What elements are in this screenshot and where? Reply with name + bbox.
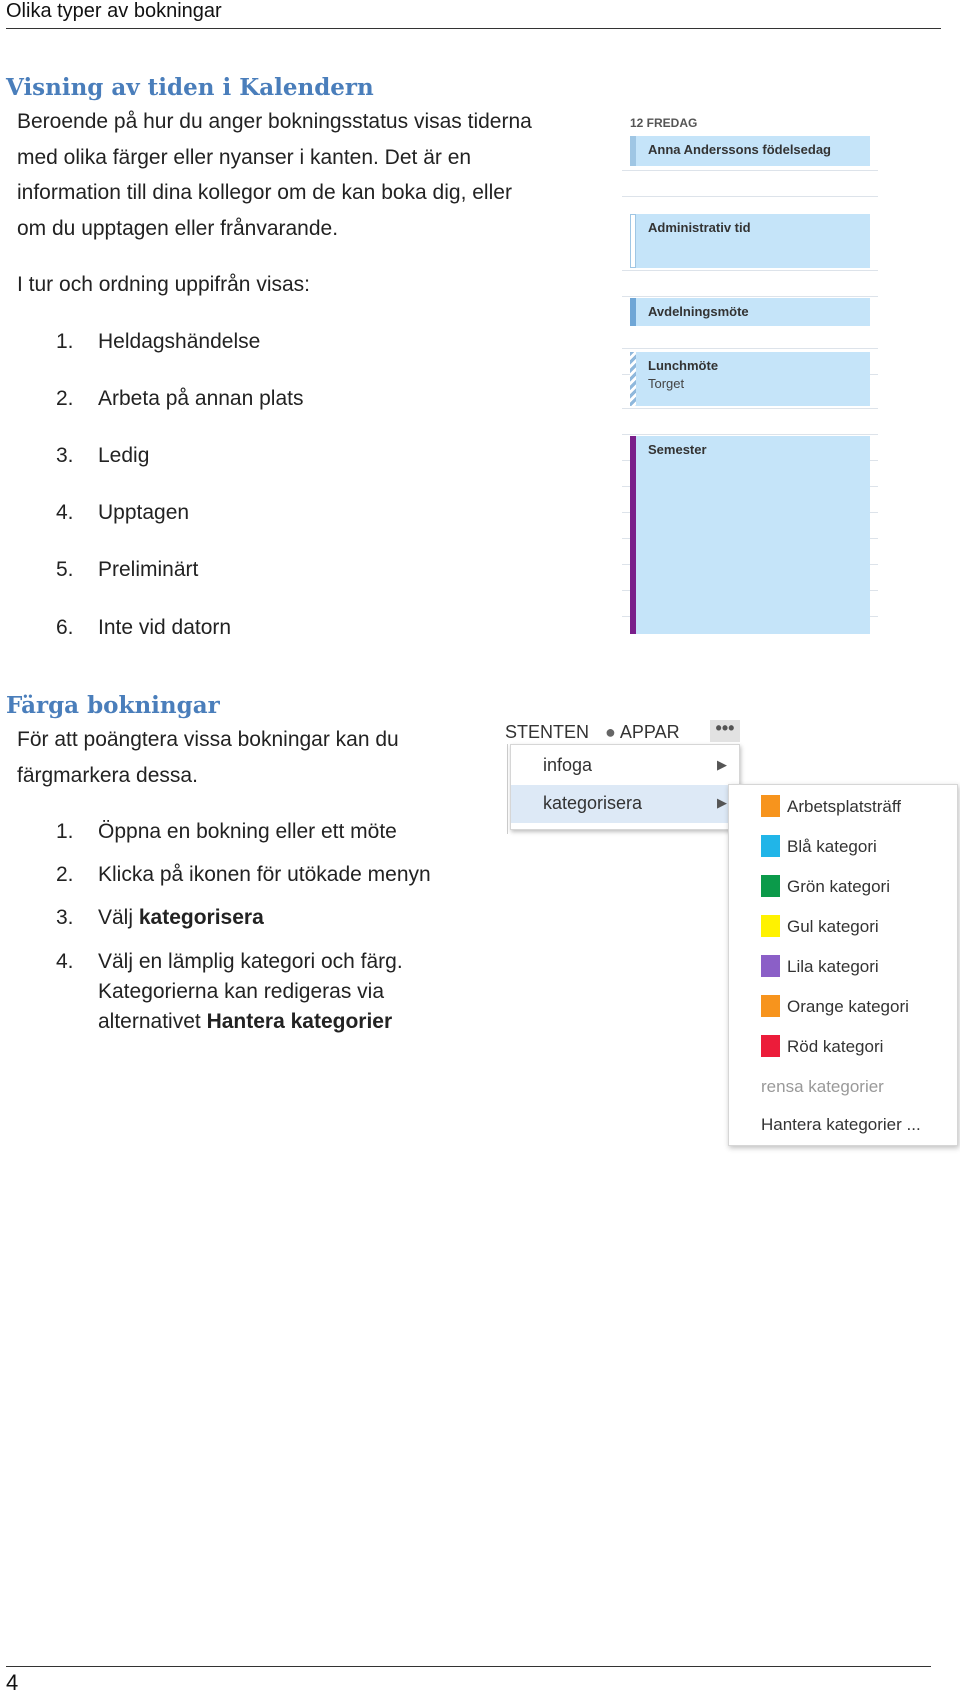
menu-item-label: kategorisera <box>543 793 643 813</box>
list-text: Inte vid datorn <box>98 616 232 639</box>
list-number: 1. <box>56 330 74 353</box>
list-item <box>56 906 264 930</box>
category-submenu <box>728 784 958 1146</box>
ribbon-toolbar <box>505 718 735 743</box>
clear-categories-item[interactable]: rensa kategorier <box>761 1077 884 1096</box>
menu-item-infoga[interactable] <box>511 747 739 785</box>
section-heading-calendar-view: Visning av tiden i Kalendern <box>6 74 374 101</box>
list-text-prefix: Välj <box>98 906 139 929</box>
list-item <box>56 820 397 844</box>
calendar-event[interactable] <box>630 214 870 268</box>
list-number: 2. <box>56 387 74 410</box>
list-item <box>56 387 304 411</box>
puzzle-icon: ● <box>605 722 616 742</box>
category-label: Grön kategori <box>787 877 890 896</box>
calendar-day-label: 12 FREDAG <box>630 116 698 130</box>
category-item[interactable] <box>729 945 957 985</box>
color-swatch <box>761 915 780 937</box>
event-status-bar <box>630 214 636 268</box>
manage-categories-item[interactable]: Hantera kategorier ... <box>761 1115 921 1134</box>
calendar-event[interactable] <box>630 436 870 634</box>
calendar-day-view <box>622 112 878 644</box>
section2-line: färgmarkera dessa. <box>17 763 198 787</box>
list-text: Upptagen <box>98 501 190 524</box>
list-text: Preliminärt <box>98 558 199 581</box>
category-label: Blå kategori <box>787 837 877 856</box>
list-number: 1. <box>56 820 74 843</box>
event-status-bar <box>630 436 636 634</box>
color-swatch <box>761 955 780 977</box>
section1-line: om du upptagen eller frånvarande. <box>17 216 339 240</box>
list-text: Ledig <box>98 444 150 467</box>
event-title: Semester <box>648 442 707 457</box>
list-number: 4. <box>56 501 74 524</box>
event-status-bar <box>630 352 636 406</box>
event-status-bar <box>630 136 636 166</box>
footer-divider <box>6 1666 931 1667</box>
list-item <box>56 330 260 354</box>
category-label: Arbetsplatsträff <box>787 797 902 816</box>
page-number: 4 <box>6 1670 19 1695</box>
section-heading-color-bookings: Färga bokningar <box>6 692 220 719</box>
section1-line: med olika färger eller nyanser i kanten. Det är en <box>17 145 472 169</box>
section1-line: information till dina kollegor om de kan boka dig, eller <box>17 181 512 204</box>
list-text: Klicka på ikonen för utökade menyn <box>98 863 431 886</box>
list-item <box>56 863 431 887</box>
category-item[interactable] <box>729 865 957 905</box>
header-title: Olika typer av bokningar <box>6 0 222 22</box>
section1-intro: I tur och ordning uppifrån visas: <box>17 273 310 296</box>
list-text: Välj en lämplig kategori och färg. <box>98 950 403 973</box>
apps-button[interactable] <box>605 722 680 743</box>
color-swatch <box>761 835 780 857</box>
list-text-bold: Hantera kategorier <box>206 1010 393 1033</box>
menu-item-kategorisera[interactable] <box>511 785 739 823</box>
list-text: Heldagshändelse <box>98 330 261 353</box>
list-item <box>56 616 231 640</box>
more-options-button[interactable] <box>710 720 740 742</box>
category-item[interactable] <box>729 825 957 865</box>
color-swatch <box>761 875 780 897</box>
category-item[interactable] <box>729 1025 957 1065</box>
list-item <box>56 947 403 1037</box>
apps-label: APPAR <box>619 722 680 742</box>
chevron-right-icon: ▶ <box>717 757 727 772</box>
event-title: Anna Anderssons födelsedag <box>648 142 831 157</box>
list-item <box>56 501 189 525</box>
category-item[interactable] <box>729 985 957 1025</box>
list-text: Öppna en bokning eller ett möte <box>98 820 397 843</box>
category-label: Röd kategori <box>787 1037 884 1056</box>
chevron-right-icon: ▶ <box>717 795 727 810</box>
color-swatch <box>761 795 780 817</box>
event-status-bar <box>630 298 636 326</box>
list-text-bold: kategorisera <box>138 906 264 929</box>
event-title: Avdelningsmöte <box>648 304 749 319</box>
section2-line: För att poängtera vissa bokningar kan du <box>17 728 399 751</box>
category-label: Lila kategori <box>787 957 879 976</box>
category-label: Gul kategori <box>787 917 879 936</box>
category-item[interactable] <box>729 785 957 825</box>
section1-line: Beroende på hur du anger bokningsstatus visas tiderna <box>17 110 532 133</box>
section1-paragraph <box>17 104 532 246</box>
list-item <box>56 444 149 468</box>
category-item[interactable] <box>729 905 957 945</box>
section2-paragraph <box>17 722 399 793</box>
list-number: 6. <box>56 616 74 639</box>
calendar-event[interactable] <box>630 298 870 326</box>
list-number: 3. <box>56 444 74 467</box>
list-number: 5. <box>56 558 74 581</box>
more-dots-icon: ••• <box>715 718 735 738</box>
color-swatch <box>761 995 780 1017</box>
list-text: Arbeta på annan plats <box>98 387 304 410</box>
event-location: Torget <box>648 376 685 391</box>
event-title: Administrativ tid <box>648 220 751 235</box>
calendar-event[interactable] <box>630 136 870 166</box>
list-number: 3. <box>56 906 74 929</box>
color-swatch <box>761 1035 780 1057</box>
page-header <box>6 0 941 29</box>
list-text-prefix: alternativet <box>98 1010 207 1033</box>
category-label: Orange kategori <box>787 997 909 1016</box>
list-item <box>56 558 198 582</box>
toolbar-label: STENTEN <box>505 722 590 742</box>
list-number: 2. <box>56 863 74 886</box>
context-menu <box>510 744 740 830</box>
calendar-event[interactable] <box>630 352 870 406</box>
menu-item-label: infoga <box>543 755 593 775</box>
event-title: Lunchmöte <box>648 358 719 373</box>
list-text: Kategorierna kan redigeras via <box>98 980 385 1003</box>
list-number: 4. <box>56 950 74 973</box>
